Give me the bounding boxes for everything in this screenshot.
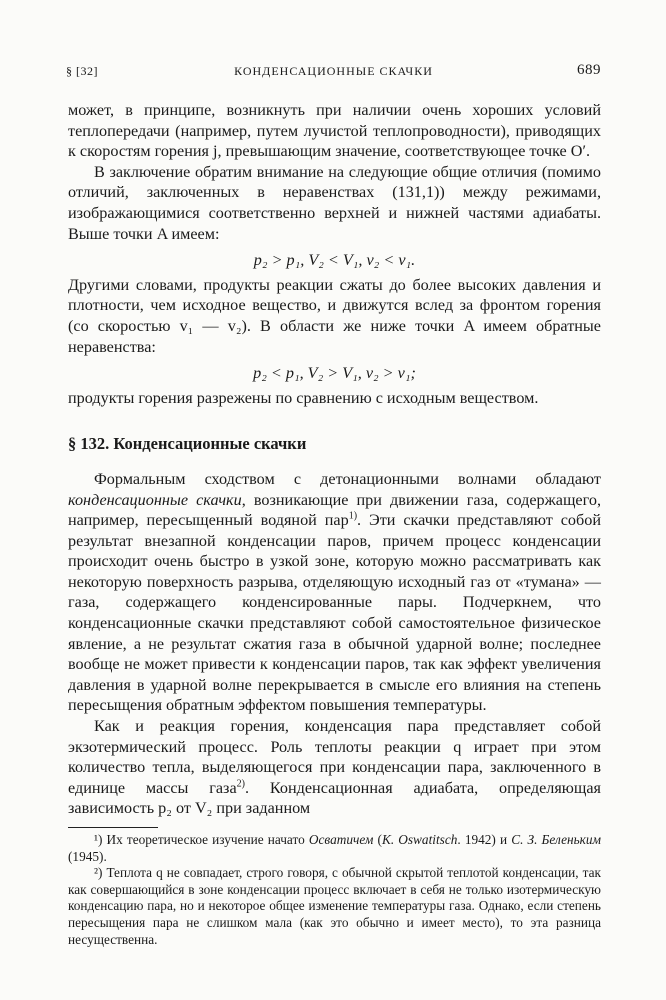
footnote-2: ²) Теплота q не совпадает, строго говоря, с обычной скрытой теплотой конденсации, так как совершающийся в зоне конденсации процесс включает в себя не только изотермическую конденсацию пара, но и некоторое общее изменение температуры газа. Однако, если степень пересыщения пара не слишком мала (как это обычно и имеет место), то эта разница несущественна. (68, 865, 601, 947)
running-header (66, 60, 601, 82)
footnote-ref-1[interactable]: 1) (348, 510, 358, 522)
text-run: ¹) Их теоретическое изучение начато (94, 832, 309, 847)
running-title: КОНДЕНСАЦИОННЫЕ СКАЧКИ (234, 64, 433, 78)
page-number: 689 (577, 62, 601, 78)
inequality-upper: p₂ > p₁, V₂ < V₁, v₂ < v₁. (253, 251, 416, 270)
paragraph-rarefied: продукты горения разрежены по сравнению с исходным веществом. (68, 388, 539, 407)
text-run: (1945). (68, 848, 107, 864)
paragraph-continued: может, в принципе, возникнуть при наличии очень хороших условий теплопередачи (например, путем лучистой теплопроводности), приводящих к скоростям горения j, превышающим значение, соответствующее точке O′. (68, 101, 601, 161)
section-heading: § 132. Конденсационные скачки (68, 434, 307, 454)
text-run: Формальным сходством с детонационными волнами обладают (94, 469, 601, 488)
footnote-ref-2[interactable]: 2) (236, 778, 245, 790)
footnote-1 (68, 832, 601, 865)
text-run: Как и реакция горения, конденсация пара представляет собой экзотермический процесс. Роль теплоты реакции q играет при этом количество тепла, выделяющегося при конденсации пара, заключенного в единице массы газа (68, 717, 601, 797)
page-body (68, 100, 601, 948)
paragraph-condensation-jumps (68, 469, 601, 716)
text-run: ( (373, 832, 382, 847)
paragraph-differences: В заключение обратим внимание на следующие общие отличия (помимо отличий, заключенных в неравенствах (131,1)) между режимами, изображающимися соответственно верхней и нижней частями адиабаты. Выше точки A имеем: (68, 162, 601, 243)
text-run: . Конденсационная адиабата, определяющая зависимость p₂ от V₂ при заданном (68, 778, 601, 818)
section-marker: § [32] (66, 64, 98, 78)
text-run: . 1942) и (457, 832, 512, 847)
paragraph-compressed: Другими словами, продукты реакции сжаты до более высоких давления и плотности, чем исходное вещество, и движутся вслед за фронтом горения (со скоростью v₁ — v₂). В области же ниже точки A имеем обратные неравенства: (68, 275, 601, 356)
text-run: , возникающие при движении газа, содержащего, например, пересыщенный водяной пар (68, 490, 601, 530)
text-run: . Эти скачки представляют собой результат внезапной конденсации паров, причем процесс конденсации происходит очень быстро в узкой зоне, которую можно рассматривать как некоторую поверхность разрыва, отделяющую исходный газ от «тумана» — газа, содержащего конденсированные пары. Подчеркнем, что конденсационные скачки представляют собой самостоятельное физическое явление, а не результат сжатия газа в обычной ударной волне; последнее вообще не может привести к конденсации паров, так как эффект увеличения давления в ударной волне перекрывается в смысле его влияния на степень пересыщения обратным эффектом повышения температуры. (68, 511, 601, 715)
inequality-lower: p₂ < p₁, V₂ > V₁, v₂ > v₁; (253, 364, 416, 383)
emphasis-term: конденсационные скачки (68, 490, 242, 509)
paragraph-exothermic (68, 716, 601, 819)
author-name-latin: K. Oswatitsch (381, 832, 458, 847)
author-name: Осватичем (308, 832, 374, 847)
author-name: С. З. Беленьким (511, 832, 602, 847)
footnote-divider (68, 827, 158, 828)
